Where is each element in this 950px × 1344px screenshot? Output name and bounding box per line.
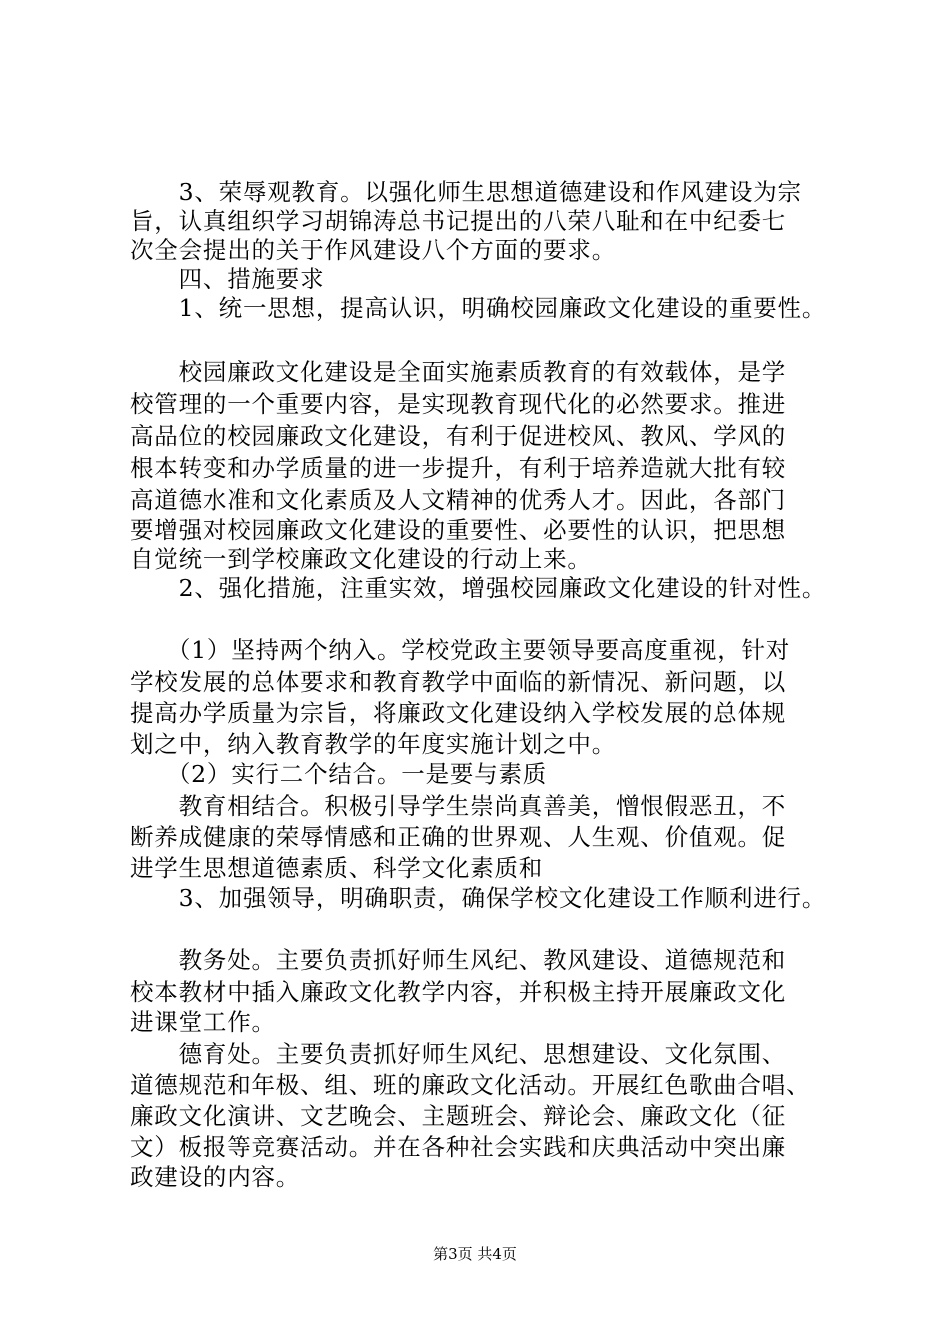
text-line: 校本教材中插入廉政文化教学内容，并积极主持开展廉政文化 bbox=[130, 978, 787, 1006]
text-line: （1）坚持两个纳入。学校党政主要领导要高度重视，针对 bbox=[130, 636, 791, 664]
text-line: （2）实行二个结合。一是要与素质 bbox=[130, 760, 548, 788]
text-line: 德育处。主要负责抓好师生风纪、思想建设、文化氛围、 bbox=[130, 1040, 787, 1068]
text-line: 3、荣辱观教育。以强化师生思想道德建设和作风建设为宗 bbox=[130, 178, 802, 206]
text-line: 1、统一思想，提高认识，明确校园廉政文化建设的重要性。 bbox=[130, 294, 827, 322]
text-line: 提高办学质量为宗旨，将廉政文化建设纳入学校发展的总体规 bbox=[130, 699, 787, 727]
text-line: 要增强对校园廉政文化建设的重要性、必要性的认识，把思想 bbox=[130, 516, 787, 544]
text-line: 根本转变和办学质量的进一步提升，有利于培养造就大批有较 bbox=[130, 454, 787, 482]
text-line: 高道德水准和文化素质及人文精神的优秀人才。因此，各部门 bbox=[130, 486, 787, 514]
text-line: 文）板报等竞赛活动。并在各种社会实践和庆典活动中突出廉 bbox=[130, 1133, 787, 1161]
text-line: 廉政文化演讲、文艺晚会、主题班会、辩论会、廉政文化（征 bbox=[130, 1102, 787, 1130]
text-line: 校管理的一个重要内容，是实现教育现代化的必然要求。推进 bbox=[130, 390, 787, 418]
section-heading: 四、措施要求 bbox=[130, 265, 325, 293]
text-line: 3、加强领导，明确职责，确保学校文化建设工作顺利进行。 bbox=[130, 884, 827, 912]
text-line: 进学生思想道德素质、科学文化素质和 bbox=[130, 854, 544, 882]
text-line: 学校发展的总体要求和教育教学中面临的新情况、新问题，以 bbox=[130, 668, 787, 696]
text-line: 自觉统一到学校廉政文化建设的行动上来。 bbox=[130, 545, 592, 573]
text-line: 进课堂工作。 bbox=[130, 1008, 276, 1036]
text-line: 次全会提出的关于作风建设八个方面的要求。 bbox=[130, 236, 616, 264]
text-line: 高品位的校园廉政文化建设，有利于促进校风、教风、学风的 bbox=[130, 422, 787, 450]
text-line: 2、强化措施，注重实效，增强校园廉政文化建设的针对性。 bbox=[130, 574, 827, 602]
text-line: 校园廉政文化建设是全面实施素质教育的有效载体，是学 bbox=[130, 358, 787, 386]
text-line: 道德规范和年极、组、班的廉政文化活动。开展红色歌曲合唱、 bbox=[130, 1071, 811, 1099]
text-line: 划之中，纳入教育教学的年度实施计划之中。 bbox=[130, 730, 616, 758]
text-line: 断养成健康的荣辱情感和正确的世界观、人生观、价值观。促 bbox=[130, 823, 787, 851]
text-line: 教育相结合。积极引导学生崇尚真善美，憎恨假恶丑，不 bbox=[130, 792, 787, 820]
text-line: 政建设的内容。 bbox=[130, 1163, 301, 1191]
page-number-footer: 第3页 共4页 bbox=[433, 1245, 517, 1263]
text-line: 旨，认真组织学习胡锦涛总书记提出的八荣八耻和在中纪委七 bbox=[130, 207, 787, 235]
text-line: 教务处。主要负责抓好师生风纪、教风建设、道德规范和 bbox=[130, 946, 787, 974]
